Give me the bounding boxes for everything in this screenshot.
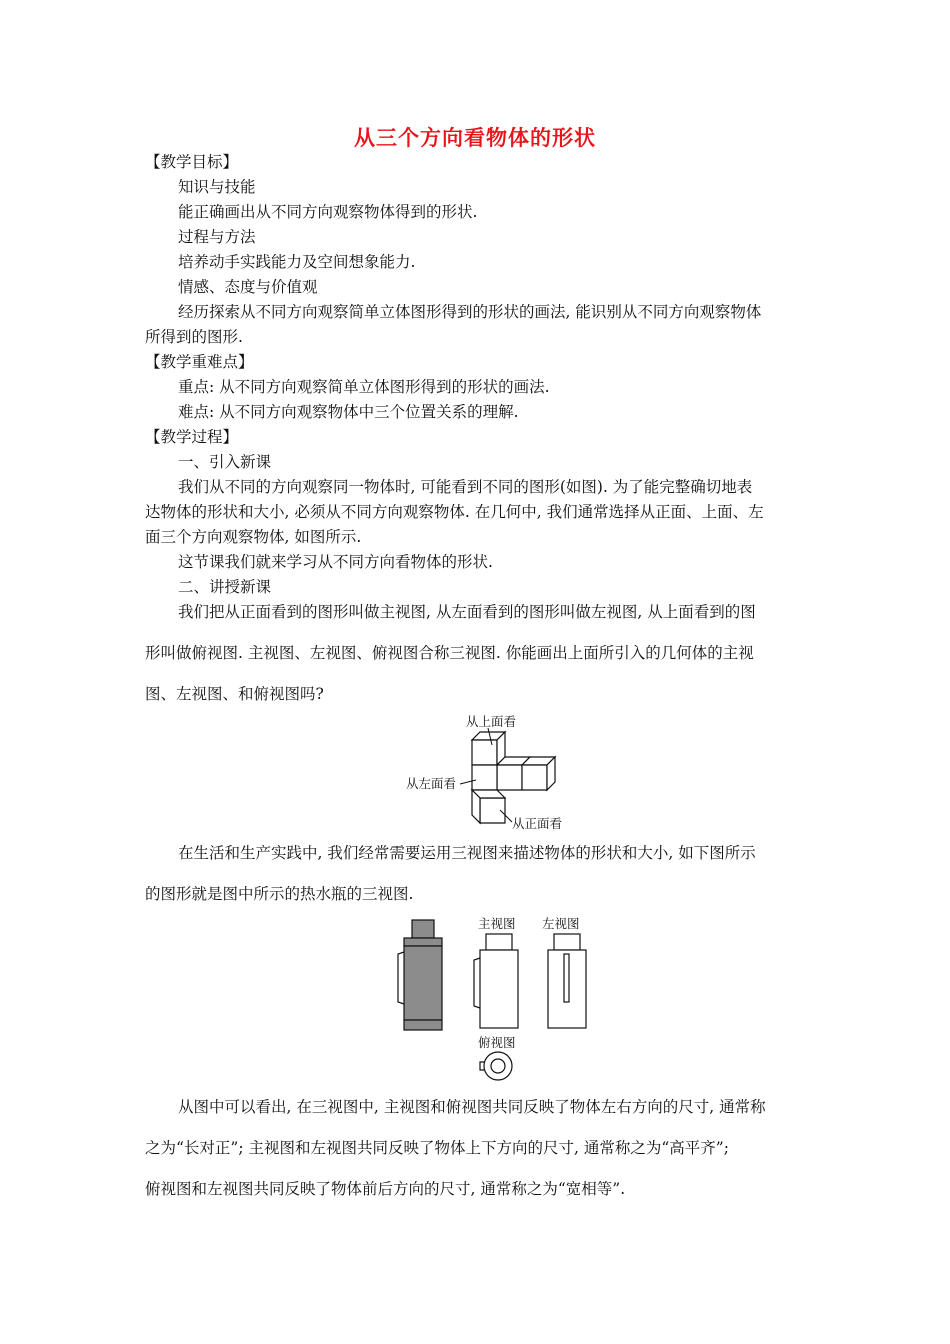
page-title: 从三个方向看物体的形状: [354, 125, 596, 150]
paragraph-3-line-1: 我们把从正面看到的图形叫做主视图, 从左面看到的图形叫做左视图, 从上面看到的图: [178, 603, 756, 621]
goal-1-heading: 知识与技能: [178, 178, 256, 196]
cube-stack-figure: [400, 710, 590, 835]
goal-3-heading: 情感、态度与价值观: [178, 278, 318, 296]
cube-front-face: [472, 740, 497, 765]
paragraph-4-line-1: 在生活和生产实践中, 我们经常需要运用三视图来描述物体的形状和大小, 如下图所示: [178, 844, 756, 862]
heading-goals: 【教学目标】: [145, 153, 239, 171]
front-view: [474, 934, 518, 1028]
paragraph-5-line-1: 从图中可以看出, 在三视图中, 主视图和俯视图共同反映了物体左右方向的尺寸, 通常称: [178, 1098, 766, 1116]
key-point: 重点: 从不同方向观察简单立体图形得到的形状的画法.: [178, 378, 550, 396]
label-from-front: 从正面看: [512, 816, 563, 831]
goal-1-text: 能正确画出从不同方向观察物体得到的形状.: [178, 203, 478, 221]
goal-2-heading: 过程与方法: [178, 228, 256, 246]
heading-process: 【教学过程】: [145, 428, 239, 446]
heading-key-points: 【教学重难点】: [145, 353, 254, 371]
left-view: [548, 934, 586, 1028]
paragraph-5-line-2: 之为“长对正”; 主视图和左视图共同反映了物体上下方向的尺寸, 通常称之为“高平齐”;: [145, 1139, 729, 1157]
paragraph-1-line-2: 达物体的形状和大小, 必须从不同方向观察物体. 在几何中, 我们通常选择从正面、上面、左: [145, 503, 764, 521]
step-1-heading: 一、引入新课: [178, 453, 272, 471]
label-top-view: 俯视图: [478, 1035, 516, 1050]
step-2-heading: 二、讲授新课: [178, 578, 272, 596]
label-left-view: 左视图: [542, 916, 580, 931]
difficult-point: 难点: 从不同方向观察物体中三个位置关系的理解.: [178, 403, 519, 421]
goal-2-text: 培养动手实践能力及空间想象能力.: [178, 253, 416, 271]
paragraph-4-line-2: 的图形就是图中所示的热水瓶的三视图.: [145, 885, 414, 903]
goal-3-text: 经历探索从不同方向观察简单立体图形得到的形状的画法, 能识别从不同方向观察物体: [178, 303, 762, 321]
thermos-bottle: [398, 920, 442, 1030]
paragraph-1-line-3: 面三个方向观察物体, 如图所示.: [145, 528, 362, 546]
paragraph-3-line-3: 图、左视图、和俯视图吗?: [145, 685, 324, 703]
label-front-view: 主视图: [478, 916, 516, 931]
label-from-top: 从上面看: [466, 714, 517, 729]
top-view: [480, 1052, 512, 1080]
thermos-figure: [390, 912, 600, 1084]
label-from-left: 从左面看: [406, 776, 457, 791]
goal-3-text-cont: 所得到的图形.: [145, 328, 243, 346]
paragraph-1-line-1: 我们从不同的方向观察同一物体时, 可能看到不同的图形(如图). 为了能完整确切地表: [178, 478, 753, 496]
paragraph-5-line-3: 俯视图和左视图共同反映了物体前后方向的尺寸, 通常称之为“宽相等”.: [145, 1180, 626, 1198]
paragraph-2: 这节课我们就来学习从不同方向看物体的形状.: [178, 553, 493, 571]
paragraph-3-line-2: 形叫做俯视图. 主视图、左视图、俯视图合称三视图. 你能画出上面所引入的几何体的主视: [145, 644, 754, 662]
